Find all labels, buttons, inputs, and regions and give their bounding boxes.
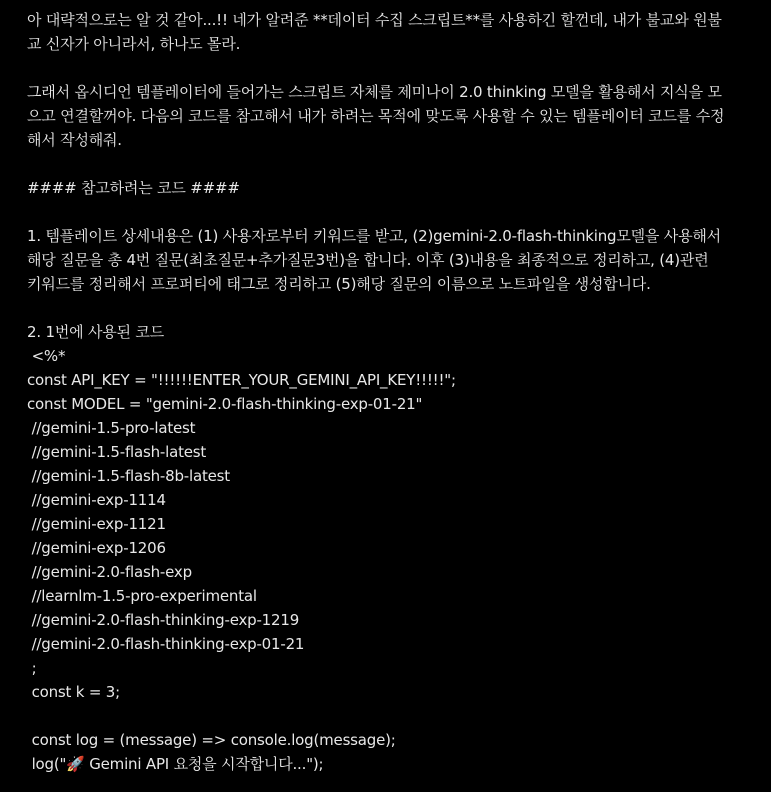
message-heading: #### 참고하려는 코드 ####	[27, 179, 240, 197]
code-line: //gemini-2.0-flash-exp	[27, 563, 192, 581]
chat-message	[27, 8, 727, 776]
message-item-1: 1. 템플레이트 상세내용은 (1) 사용자로부터 키워드를 받고, (2)gemini-2.0-flash-thinking모델을 사용해서 해당 질문을 총 4번 질문(최초질문+추가질문3번)을 합니다. 이후 (3)내용을 최종적으로 정리하고, (4)관련 키워드를 정리해서 프로퍼티에 태그로 정리하고 (5)해당 질문의 이름으로 노트파일을 생성합니다.	[27, 227, 721, 293]
code-line: const k = 3;	[27, 683, 120, 701]
message-item-2: 2. 1번에 사용된 코드	[27, 323, 164, 341]
code-line: //gemini-1.5-flash-latest	[27, 443, 207, 461]
code-block	[27, 344, 727, 776]
code-line: const MODEL = "gemini-2.0-flash-thinking-exp-01-21"	[27, 395, 423, 413]
message-paragraph-1: 아 대략적으로는 알 것 같아...!! 네가 알려준 **데이터 수집 스크립트**를 사용하긴 할껀데, 내가 불교와 원불교 신자가 아니라서, 하나도 몰라.	[27, 11, 722, 53]
code-line: ;	[27, 659, 37, 677]
code-line: <%*	[27, 347, 66, 365]
code-line: //gemini-exp-1114	[27, 491, 166, 509]
code-line: //learnlm-1.5-pro-experimental	[27, 587, 257, 605]
code-line	[27, 704, 727, 728]
code-line: //gemini-2.0-flash-thinking-exp-01-21	[27, 635, 305, 653]
code-line: //gemini-2.0-flash-thinking-exp-1219	[27, 611, 300, 629]
code-line: const log = (message) => console.log(message);	[27, 731, 396, 749]
message-paragraph-2: 그래서 옵시디언 템플레이터에 들어가는 스크립트 자체를 제미나이 2.0 thinking 모델을 활용해서 지식을 모으고 연결할꺼야. 다음의 코드를 참고해서 내가 하려는 목적에 맞도록 사용할 수 있는 템플레이터 코드를 수정해서 작성해줘.	[27, 83, 725, 149]
code-line: //gemini-1.5-flash-8b-latest	[27, 467, 230, 485]
code-line: //gemini-exp-1121	[27, 515, 166, 533]
code-line: //gemini-exp-1206	[27, 539, 166, 557]
code-line: const API_KEY = "!!!!!!ENTER_YOUR_GEMINI_API_KEY!!!!!";	[27, 371, 456, 389]
code-line: log("🚀 Gemini API 요청을 시작합니다...");	[27, 755, 324, 773]
code-line: //gemini-1.5-pro-latest	[27, 419, 196, 437]
